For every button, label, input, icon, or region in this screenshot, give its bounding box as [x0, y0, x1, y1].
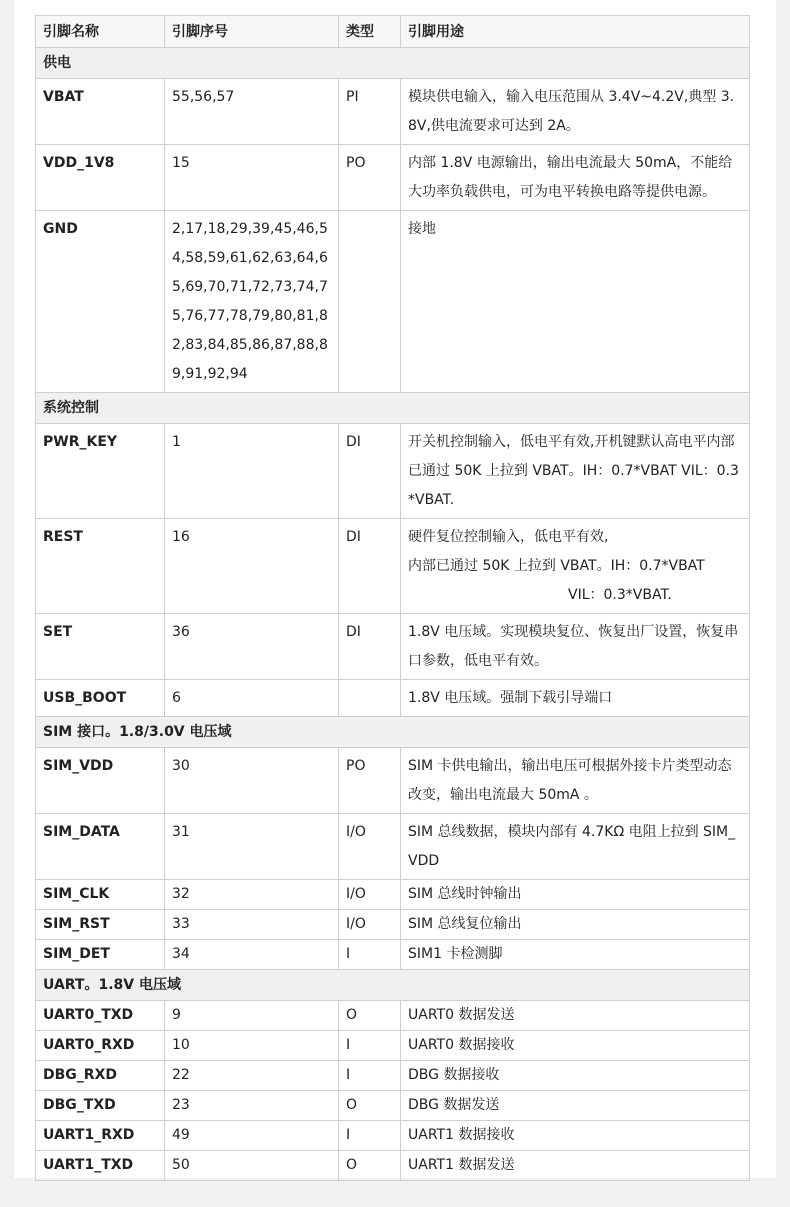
pin-usage-cell [401, 748, 750, 814]
usage-line: SIM 总线复位输出 [408, 916, 522, 932]
pin-type-cell: O [339, 1151, 401, 1181]
pin-type-cell: DI [339, 614, 401, 680]
section-title: SIM 接口。1.8/3.0V 电压域 [36, 717, 750, 748]
pin-type-cell [339, 680, 401, 717]
pin-name-cell: PWR_KEY [36, 424, 165, 519]
usage-line: DBG 数据发送 [408, 1097, 500, 1113]
header-usage: 引脚用途 [401, 16, 750, 48]
pin-name-cell: SIM_DET [36, 940, 165, 970]
table-header-row [36, 16, 750, 48]
pin-name-cell: SIM_CLK [36, 880, 165, 910]
pin-number-cell: 2,17,18,29,39,45,46,54,58,59,61,62,63,64,65,69,70,71,72,73,74,75,76,77,78,79,80,81,82,83,84,85,86,87,88,89,91,92,94 [165, 211, 339, 393]
pin-type-cell: DI [339, 424, 401, 519]
pin-name-cell: UART0_TXD [36, 1001, 165, 1031]
pin-type-cell: PI [339, 79, 401, 145]
pin-type-cell: PO [339, 145, 401, 211]
pin-usage-cell [401, 1001, 750, 1031]
pin-usage-cell [401, 519, 750, 614]
pin-name-cell: DBG_RXD [36, 1061, 165, 1091]
pin-number-cell: 6 [165, 680, 339, 717]
header-pin-name: 引脚名称 [36, 16, 165, 48]
pin-name-cell: SET [36, 614, 165, 680]
table-row [36, 680, 750, 717]
pin-usage-cell [401, 910, 750, 940]
table-row [36, 1001, 750, 1031]
usage-line: 硬件复位控制输入，低电平有效, [408, 529, 609, 545]
pin-type-cell: I [339, 1121, 401, 1151]
pin-usage-cell [401, 1061, 750, 1091]
usage-line: VIL：0.3*VBAT. [568, 587, 672, 603]
pin-name-cell: GND [36, 211, 165, 393]
pin-name-cell: USB_BOOT [36, 680, 165, 717]
usage-line: 内部 1.8V 电源输出，输出电流最大 50mA，不能给大功率负载供电，可为电平转换电路等提供电源。 [408, 155, 733, 200]
pin-usage-cell [401, 1121, 750, 1151]
pin-name-cell: REST [36, 519, 165, 614]
table-row [36, 1151, 750, 1181]
pin-usage-cell [401, 79, 750, 145]
pin-type-cell: O [339, 1091, 401, 1121]
pin-usage-cell [401, 1091, 750, 1121]
pin-name-cell: DBG_TXD [36, 1091, 165, 1121]
pin-number-cell: 33 [165, 910, 339, 940]
section-row [36, 393, 750, 424]
pin-name-cell: UART0_RXD [36, 1031, 165, 1061]
usage-line: 开关机控制输入，低电平有效,开机键默认高电平内部已通过 50K 上拉到 VBAT。IH：0.7*VBAT VIL：0.3*VBAT. [408, 434, 739, 508]
pin-table [35, 15, 750, 1181]
usage-line: 内部已通过 50K 上拉到 VBAT。IH：0.7*VBAT [408, 558, 705, 574]
usage-line: UART1 数据接收 [408, 1127, 515, 1143]
usage-line: 1.8V 电压域。强制下载引导端口 [408, 690, 613, 706]
usage-line: UART0 数据接收 [408, 1037, 515, 1053]
pin-usage-cell [401, 211, 750, 393]
section-title: UART。1.8V 电压域 [36, 970, 750, 1001]
table-row [36, 940, 750, 970]
pin-usage-cell [401, 145, 750, 211]
table-row [36, 614, 750, 680]
pin-name-cell: SIM_DATA [36, 814, 165, 880]
table-row [36, 910, 750, 940]
usage-line: SIM 卡供电输出，输出电压可根据外接卡片类型动态改变，输出电流最大 50mA 。 [408, 758, 732, 803]
usage-line: SIM 总线数据，模块内部有 4.7KΩ 电阻上拉到 SIM_VDD [408, 824, 736, 869]
pin-name-cell: VDD_1V8 [36, 145, 165, 211]
pin-usage-cell [401, 880, 750, 910]
pin-type-cell: I [339, 940, 401, 970]
table-row [36, 814, 750, 880]
pin-number-cell: 49 [165, 1121, 339, 1151]
table-row [36, 519, 750, 614]
pin-type-cell: I/O [339, 880, 401, 910]
header-pin-number: 引脚序号 [165, 16, 339, 48]
section-title: 系统控制 [36, 393, 750, 424]
pin-usage-cell [401, 814, 750, 880]
pin-number-cell: 55,56,57 [165, 79, 339, 145]
table-row [36, 211, 750, 393]
table-row [36, 424, 750, 519]
pin-usage-cell [401, 1151, 750, 1181]
table-row [36, 1121, 750, 1151]
table-row [36, 1061, 750, 1091]
pin-number-cell: 34 [165, 940, 339, 970]
table-row [36, 880, 750, 910]
pin-usage-cell [401, 614, 750, 680]
pin-number-cell: 22 [165, 1061, 339, 1091]
pin-number-cell: 50 [165, 1151, 339, 1181]
pin-usage-cell [401, 424, 750, 519]
pin-type-cell: DI [339, 519, 401, 614]
pin-type-cell: I [339, 1031, 401, 1061]
usage-line: 1.8V 电压域。实现模块复位、恢复出厂设置，恢复串口参数，低电平有效。 [408, 624, 739, 669]
section-row [36, 717, 750, 748]
table-row [36, 748, 750, 814]
pin-number-cell: 31 [165, 814, 339, 880]
pin-type-cell: I [339, 1061, 401, 1091]
pin-type-cell: I/O [339, 814, 401, 880]
pin-type-cell [339, 211, 401, 393]
pin-name-cell: VBAT [36, 79, 165, 145]
pin-type-cell: I/O [339, 910, 401, 940]
pin-name-cell: UART1_RXD [36, 1121, 165, 1151]
pin-number-cell: 36 [165, 614, 339, 680]
header-type: 类型 [339, 16, 401, 48]
section-title: 供电 [36, 48, 750, 79]
table-body [36, 48, 750, 1181]
usage-line: 模块供电输入，输入电压范围从 3.4V~4.2V,典型 3.8V,供电流要求可达到 2A。 [408, 89, 735, 134]
usage-line: UART0 数据发送 [408, 1007, 515, 1023]
pin-number-cell: 32 [165, 880, 339, 910]
usage-line: SIM1 卡检测脚 [408, 946, 503, 962]
pin-number-cell: 16 [165, 519, 339, 614]
pin-number-cell: 23 [165, 1091, 339, 1121]
pin-name-cell: UART1_TXD [36, 1151, 165, 1181]
pin-name-cell: SIM_RST [36, 910, 165, 940]
usage-line: 接地 [408, 221, 436, 237]
pin-name-cell: SIM_VDD [36, 748, 165, 814]
pin-usage-cell [401, 1031, 750, 1061]
usage-line: SIM 总线时钟输出 [408, 886, 522, 902]
pin-usage-cell [401, 940, 750, 970]
pin-usage-cell [401, 680, 750, 717]
section-row [36, 970, 750, 1001]
section-row [36, 48, 750, 79]
pin-type-cell: PO [339, 748, 401, 814]
pin-number-cell: 30 [165, 748, 339, 814]
table-row [36, 79, 750, 145]
usage-line: UART1 数据发送 [408, 1157, 515, 1173]
pin-number-cell: 10 [165, 1031, 339, 1061]
table-row [36, 145, 750, 211]
table-row [36, 1031, 750, 1061]
pin-number-cell: 1 [165, 424, 339, 519]
usage-line: DBG 数据接收 [408, 1067, 500, 1083]
table-row [36, 1091, 750, 1121]
pin-type-cell: O [339, 1001, 401, 1031]
pin-number-cell: 9 [165, 1001, 339, 1031]
pin-number-cell: 15 [165, 145, 339, 211]
